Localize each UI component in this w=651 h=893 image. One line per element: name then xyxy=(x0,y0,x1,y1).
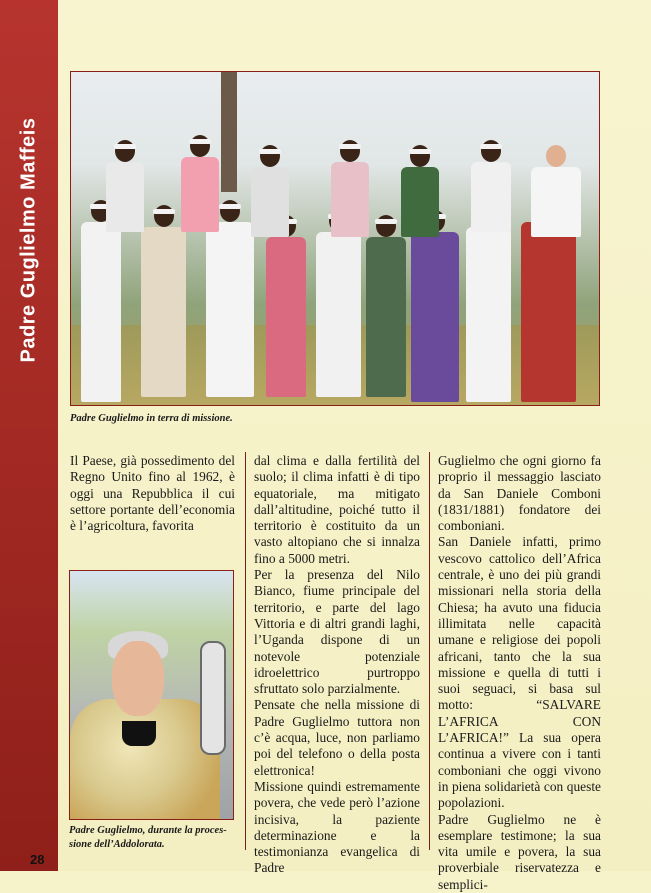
person xyxy=(411,232,459,402)
person xyxy=(531,167,581,237)
main-photo xyxy=(70,71,600,406)
person xyxy=(521,222,576,402)
person xyxy=(266,237,306,397)
person xyxy=(471,162,511,232)
paragraph: San Daniele infatti, primo vescovo cattolico dell’Africa centrale, è uno dei più grandi missionari nella storia della Chiesa; ha avuto una fiducia illimitata nelle capacità umane e religiose dei popoli africani, tanto che la sua missione e quella di tutti i suoi seguaci, si basa sul motto: “SALVARE L’AFRICA CON L’AFRICA!” La sua opera continua a vivere con i tanti comboniani che oggi vivono in piena solidarietà con queste popolazioni. xyxy=(438,534,601,811)
person xyxy=(316,232,361,397)
priest-photo xyxy=(69,570,234,820)
reliquary xyxy=(200,641,226,755)
text-column-3 xyxy=(438,453,601,893)
person xyxy=(81,222,121,402)
person xyxy=(206,222,254,397)
paragraph: Per la presenza del Nilo Bianco, fiume principale del territorio, e parte del lago Vittoria e di altri grandi laghi, l’Uganda dispone di un notevole potenziale idroelettrico purtroppo sfruttato solo parzialmente. xyxy=(254,567,420,697)
paragraph: Il Paese, già possedimento del Regno Unito fino al 1962, è oggi una Repubblica il cui settore portante dell’economia è l’agricoltura, favorita xyxy=(70,453,235,534)
text-column-1 xyxy=(70,453,235,534)
person xyxy=(251,167,289,237)
paragraph: dal clima e dalla fertilità del suolo; il clima infatti è di tipo equatoriale, ma mitigato dall’altitudine, poiché tutto il territorio è costituito da un vasto altopiano che si innalza fino a 5000 metri. xyxy=(254,453,420,566)
person xyxy=(181,157,219,232)
priest-photo-caption xyxy=(69,824,244,852)
caption-line-1: Padre Guglielmo, durante la proces- xyxy=(69,825,227,836)
caption-line-2: sione dell’Addolorata. xyxy=(69,839,165,850)
page-number: 28 xyxy=(30,852,45,867)
sidebar-band xyxy=(0,0,58,871)
person xyxy=(466,227,511,402)
paragraph: Guglielmo che ogni giorno fa proprio il messaggio lasciato da San Daniele Comboni (1831/1881) fondatore dei comboniani. xyxy=(438,453,601,534)
column-divider xyxy=(429,452,430,850)
paragraph: Pensate che nella missione di Padre Guglielmo tuttora non c’è acqua, luce, non parliamo poi del telefono o della posta elettronica! xyxy=(254,697,420,778)
text-column-2 xyxy=(254,453,420,877)
paragraph: Padre Guglielmo ne è esemplare testimone; la sua vita umile e povera, la sua proverbiale riservatezza e semplici- xyxy=(438,811,601,892)
collar xyxy=(122,721,156,746)
vestment xyxy=(70,699,220,819)
tree-trunk xyxy=(221,72,237,192)
sidebar-title: Padre Guglielmo Maffeis xyxy=(17,117,40,363)
person xyxy=(401,167,439,237)
person xyxy=(331,162,369,237)
main-photo-caption: Padre Guglielmo in terra di missione. xyxy=(70,413,233,424)
column-divider xyxy=(245,452,246,850)
person xyxy=(366,237,406,397)
paragraph: Missione quindi estremamente povera, che vede però l’azione incisiva, la paziente determinazione e la testimonianza evangelica di Padre xyxy=(254,778,420,876)
person xyxy=(106,162,144,232)
person xyxy=(141,227,186,397)
face xyxy=(112,641,164,716)
